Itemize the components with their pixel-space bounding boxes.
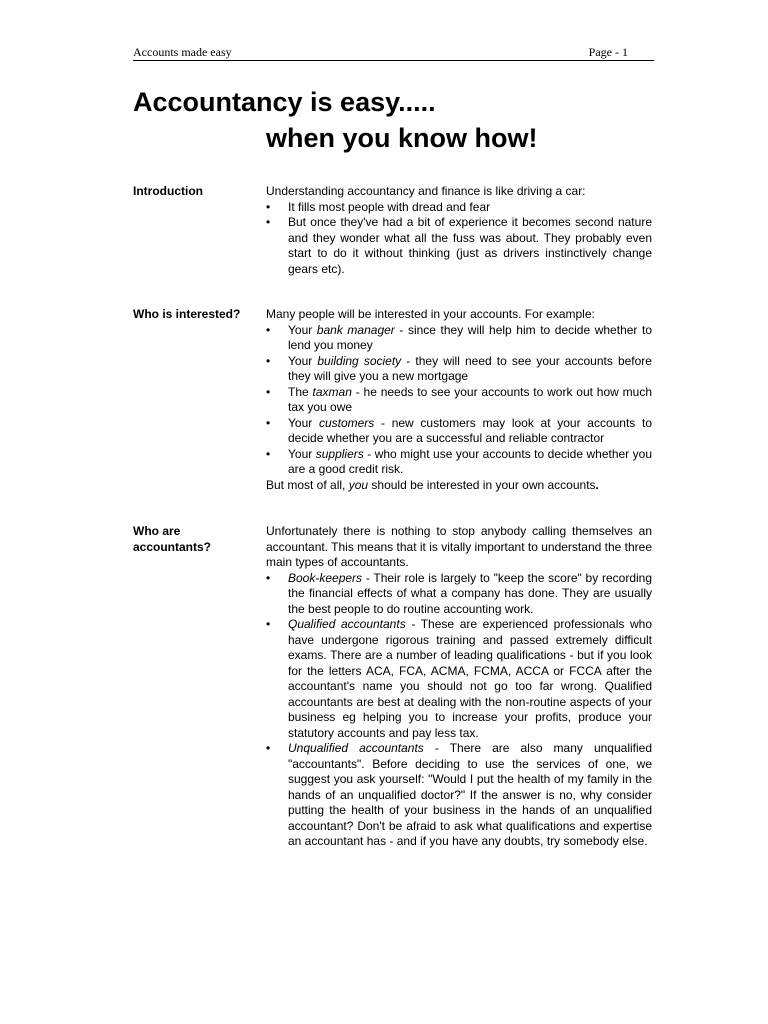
list-item-text: - new customers may look at your accounts to decide whether you are a successful and reliable contractor [288, 415, 652, 445]
list-item-term: building society [317, 353, 402, 368]
section-intro: Understanding accountancy and finance is like driving a car: [266, 184, 586, 198]
list-item: • It fills most people with dread and fear [266, 200, 652, 216]
section-body-who-is-interested [266, 307, 652, 493]
section-label-introduction: Introduction [133, 184, 203, 198]
list-item [266, 571, 652, 618]
list-item [266, 416, 652, 447]
list-item: • But once they've had a bit of experience it becomes second nature and they wonder what all the fuss was about. They probably even start to do it without thinking (just as drivers instinctively change gears etc). [266, 215, 652, 277]
outro-emphasis: you [348, 477, 369, 492]
list-item-term: bank manager [316, 322, 395, 337]
outro-full-stop: . [595, 477, 599, 492]
section-body-introduction [266, 184, 652, 277]
list-item-text: - since they will help him to decide whether to lend you money [288, 322, 652, 352]
outro-text: should be interested in your own accounts [368, 477, 596, 492]
list-item [266, 385, 652, 416]
section-label-who-is-interested: Who is interested? [133, 307, 241, 321]
list-item [266, 447, 652, 478]
section-outro [266, 478, 652, 494]
list-item-text: - he needs to see your accounts to work out how much tax you owe [288, 384, 652, 414]
header-document-title: Accounts made easy [133, 45, 232, 59]
list-item-term: Unqualified accountants [288, 741, 424, 755]
list-item [266, 323, 652, 354]
list-item-term: taxman [312, 384, 352, 399]
page-title-line-1: Accountancy is easy..... [133, 87, 436, 117]
list-item-prefix: The [288, 384, 313, 399]
list-item-term: Qualified accountants [288, 617, 406, 631]
list-item-prefix: Your [288, 415, 319, 430]
bullet-list [266, 323, 652, 478]
list-item-text: - There are also many unqualified "accountants". Before deciding to use the services of one, we suggest you ask yourself: "Would I put the health of my family in the hands of an unqualified doctor?" If the answer is no, why consider putting the health of your business in the hands of an unqualified accountant? Don't be afraid to ask what qualifications and expertise an accountant has - and if you have any doubts, try somebody else. [288, 741, 652, 848]
list-item [266, 354, 652, 385]
page-title-line-2: when you know how! [266, 123, 538, 153]
list-item-text: - Their role is largely to "keep the score" by recording the financial effects of what a company has done. They are usually the best people to do routine accounting work. [288, 570, 652, 616]
list-item-prefix: Your [288, 353, 318, 368]
header-page-number: Page - 1 [588, 45, 628, 59]
section-body-who-are-accountants [266, 524, 652, 850]
list-item-prefix: Your [288, 446, 316, 461]
list-item-term: customers [318, 415, 375, 430]
list-item [266, 617, 652, 741]
section-intro: Unfortunately there is nothing to stop anybody calling themselves an accountant. This means that it is vitally important to understand the three main types of accountants. [266, 524, 652, 569]
list-item-term: Book-keepers [288, 570, 363, 585]
list-item-term: suppliers [315, 446, 364, 461]
running-header [133, 44, 654, 61]
list-item-text: - who might use your accounts to decide whether you are a good credit risk. [288, 446, 652, 476]
list-item [266, 741, 652, 850]
section-intro: Many people will be interested in your accounts. For example: [266, 307, 595, 321]
bullet-list [266, 200, 652, 278]
list-item-text: - These are experienced professionals who have undergone rigorous training and passed extremely difficult exams. There are a number of leading qualifications - but if you look for the letters ACA, FCA, ACMA, FCMA, ACCA or FCCA after the accountant's name you should not go too far wrong. Qualified accountants are best at dealing with the non-routine aspects of your business eg helping you to increase your profits, produce your statutory accounts and pay less tax. [288, 617, 653, 740]
list-item-text: - they will need to see your accounts before they will give you a new mortgage [288, 353, 652, 383]
section-label-who-are-accountants: Who are accountants? [133, 524, 212, 554]
list-item-prefix: Your [288, 322, 317, 337]
bullet-list [266, 571, 652, 850]
outro-prefix: But most of all, [266, 477, 349, 492]
